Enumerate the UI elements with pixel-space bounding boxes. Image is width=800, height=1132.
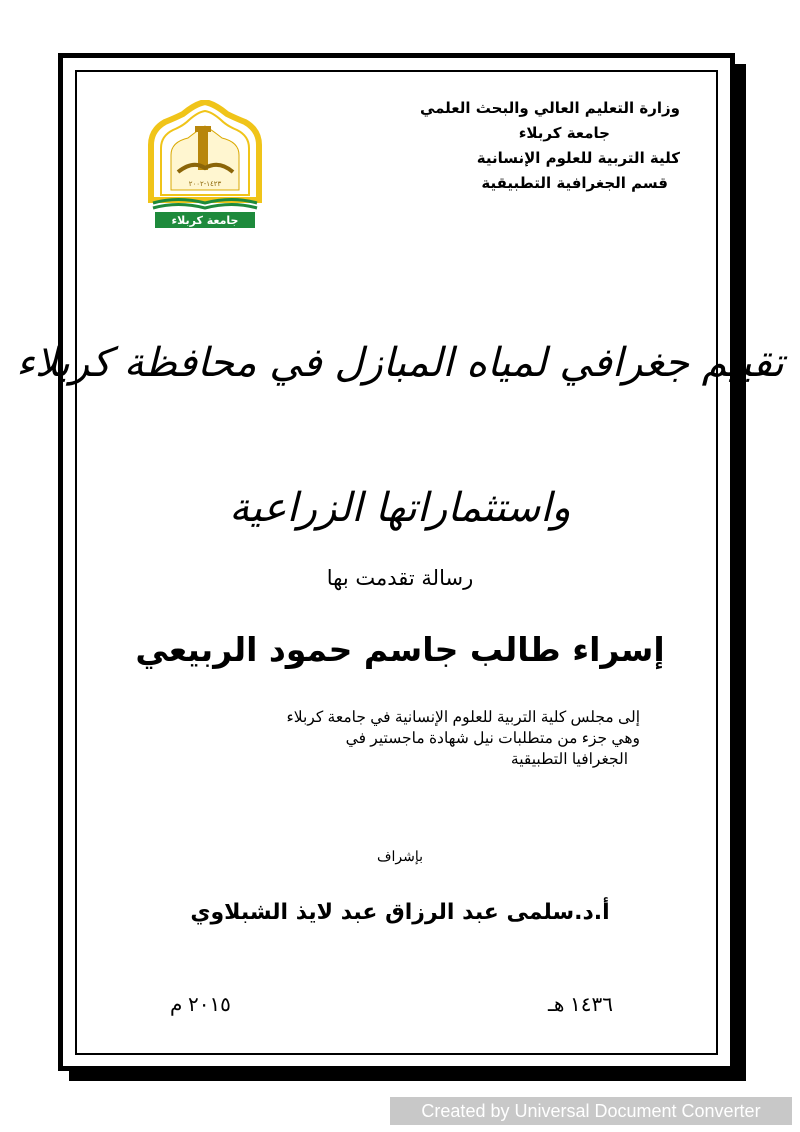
submission-line-2: وهي جزء من متطلبات نيل شهادة ماجستير في [345,730,640,747]
author-name: إسراء طالب جاسم حمود الربيعي [135,630,665,669]
converter-watermark: Created by Universal Document Converter [390,1097,792,1125]
university-logo [143,100,267,234]
department-name: قسم الجغرافية التطبيقية [481,174,668,192]
hijri-date: ١٤٣٦ هـ [548,994,613,1016]
university-name: جامعة كربلاء [518,124,610,142]
submitted-by-label: رسالة تقدمت بها [326,566,474,590]
supervision-label: بإشراف [376,848,424,864]
gregorian-date: ٢٠١٥ م [170,994,231,1016]
ministry-name: وزارة التعليم العالي والبحث العلمي [419,99,680,117]
submission-line-1: إلى مجلس كلية التربية للعلوم الإنسانية في جامعة كربلاء [286,709,640,726]
college-name: كلية التربية للعلوم الإنسانية [476,149,680,167]
submission-statement [180,707,640,770]
thesis-title-line-1: تقييم جغرافي لمياه المبازل في محافظة كربلاء [16,340,784,386]
logo-text: جامعة كربلاء [171,214,239,227]
supervisor-name: أ.د.سلمى عبد الرزاق عبد لايذ الشبلاوي [190,900,610,925]
thesis-title-line-2: واستثماراتها الزراعية [229,485,571,531]
institution-header [380,96,680,196]
svg-text:١٤٢٣-٢٠٠٢: ١٤٢٣-٢٠٠٢ [188,180,222,188]
frame-shadow-bottom [69,1071,746,1081]
submission-line-3: الجغرافيا التطبيقية [510,751,628,768]
